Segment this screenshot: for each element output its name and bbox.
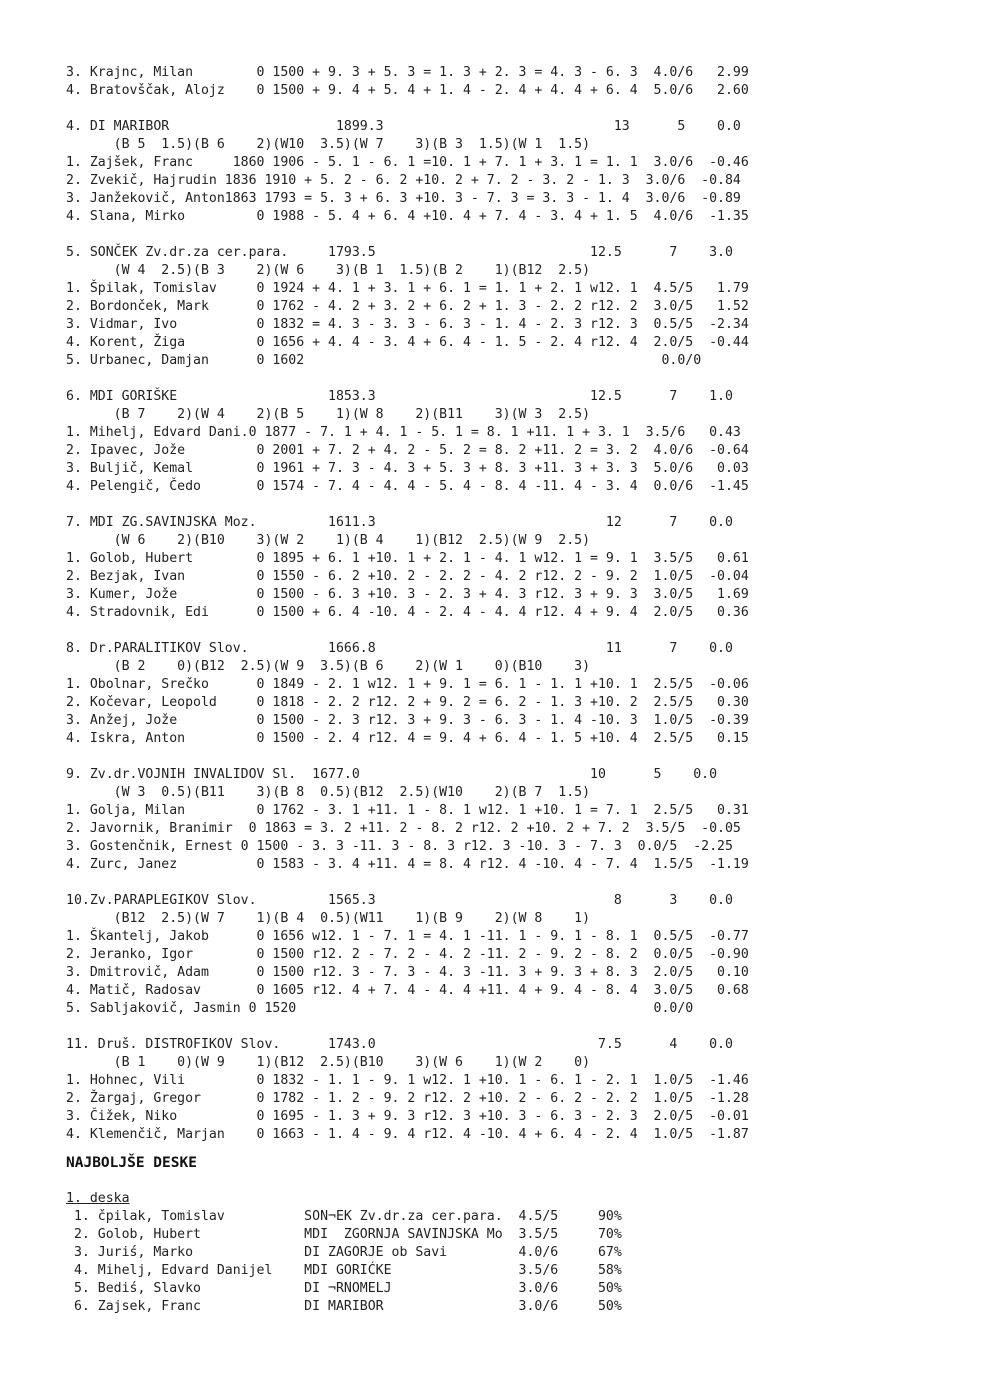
player-line: 3. Anžej, Jože 0 1500 - 2. 3 r12. 3 + 9. 3 - 6. 3 - 1. 4 -10. 3 1.0/5 -0.39 bbox=[66, 713, 749, 728]
team-opponents: (W 6 2)(B10 3)(W 2 1)(B 4 1)(B12 2.5)(W 9 2.5) bbox=[66, 533, 591, 548]
team-section bbox=[66, 1036, 966, 1144]
board-row: 3. Juriś, Marko DI ZAGORJE ob Savi 4.0/6 67% bbox=[66, 1245, 622, 1260]
team-header: 9. Zv.dr.VOJNIH INVALIDOV Sl. 1677.0 10 5 0.0 bbox=[66, 767, 718, 782]
team-opponents: (W 3 0.5)(B11 3)(B 8 0.5)(B12 2.5)(W10 2)(B 7 1.5) bbox=[66, 785, 591, 800]
player-line: 3. Kumer, Jože 0 1500 - 6. 3 +10. 3 - 2. 3 + 4. 3 r12. 3 + 9. 3 3.0/5 1.69 bbox=[66, 587, 749, 602]
player-line: 2. Bordonček, Mark 0 1762 - 4. 2 + 3. 2 + 6. 2 + 1. 3 - 2. 2 r12. 2 3.0/5 1.52 bbox=[66, 299, 749, 314]
player-line: 1. Obolnar, Srečko 0 1849 - 2. 1 w12. 1 + 9. 1 = 6. 1 - 1. 1 +10. 1 2.5/5 -0.06 bbox=[66, 677, 749, 692]
player-line: 4. Matič, Radosav 0 1605 r12. 4 + 7. 4 - 4. 4 +11. 4 + 9. 4 - 8. 4 3.0/5 0.68 bbox=[66, 983, 749, 998]
player-line: 4. Klemenčič, Marjan 0 1663 - 1. 4 - 9. 4 r12. 4 -10. 4 + 6. 4 - 2. 4 1.0/5 -1.87 bbox=[66, 1127, 749, 1142]
player-line: 4. Iskra, Anton 0 1500 - 2. 4 r12. 4 = 9. 4 + 6. 4 - 1. 5 +10. 4 2.5/5 0.15 bbox=[66, 731, 749, 746]
team-header: 5. SONČEK Zv.dr.za cer.para. 1793.5 12.5 7 3.0 bbox=[66, 245, 733, 260]
team-section bbox=[66, 244, 966, 370]
player-line: 2. Ipavec, Jože 0 2001 + 7. 2 + 4. 2 - 5. 2 = 8. 2 +11. 2 = 3. 2 4.0/6 -0.64 bbox=[66, 443, 749, 458]
player-line: 1. Špilak, Tomislav 0 1924 + 4. 1 + 3. 1 + 6. 1 = 1. 1 + 2. 1 w12. 1 4.5/5 1.79 bbox=[66, 281, 749, 296]
board-row: 2. Golob, Hubert MDI ZGORNJA SAVINJSKA Mo 3.5/5 70% bbox=[66, 1227, 622, 1242]
player-line: 5. Sabljakovič, Jasmin 0 1520 0.0/0 bbox=[66, 1001, 694, 1016]
player-line: 4. Slana, Mirko 0 1988 - 5. 4 + 6. 4 +10. 4 + 7. 4 - 3. 4 + 1. 5 4.0/6 -1.35 bbox=[66, 209, 749, 224]
player-line: 3. Vidmar, Ivo 0 1832 = 4. 3 - 3. 3 - 6. 3 - 1. 4 - 2. 3 r12. 3 0.5/5 -2.34 bbox=[66, 317, 749, 332]
team-opponents: (W 4 2.5)(B 3 2)(W 6 3)(B 1 1.5)(B 2 1)(B12 2.5) bbox=[66, 263, 591, 278]
player-line: 2. Javornik, Branimir 0 1863 = 3. 2 +11. 2 - 8. 2 r12. 2 +10. 2 + 7. 2 3.5/5 -0.05 bbox=[66, 821, 741, 836]
board-row: 4. Mihelj, Edvard Danijel MDI GORIĆKE 3.5/6 58% bbox=[66, 1263, 622, 1278]
team-section bbox=[66, 514, 966, 622]
player-line: 2. Kočevar, Leopold 0 1818 - 2. 2 r12. 2 + 9. 2 = 6. 2 - 1. 3 +10. 2 2.5/5 0.30 bbox=[66, 695, 749, 710]
player-line: 1. Golja, Milan 0 1762 - 3. 1 +11. 1 - 8. 1 w12. 1 +10. 1 = 7. 1 2.5/5 0.31 bbox=[66, 803, 749, 818]
player-line: 1. Zajšek, Franc 1860 1906 - 5. 1 - 6. 1 =10. 1 + 7. 1 + 3. 1 = 1. 1 3.0/6 -0.46 bbox=[66, 155, 749, 170]
team-opponents: (B12 2.5)(W 7 1)(B 4 0.5)(W11 1)(B 9 2)(W 8 1) bbox=[66, 911, 591, 926]
player-line: 1. Mihelj, Edvard Dani.0 1877 - 7. 1 + 4. 1 - 5. 1 = 8. 1 +11. 1 + 3. 1 3.5/6 0.43 bbox=[66, 425, 741, 440]
team-header: 11. Druš. DISTROFIKOV Slov. 1743.0 7.5 4 0.0 bbox=[66, 1037, 733, 1052]
team-header: 4. DI MARIBOR 1899.3 13 5 0.0 bbox=[66, 119, 741, 134]
team-section bbox=[66, 892, 966, 1018]
team-section bbox=[66, 118, 966, 226]
team-opponents: (B 5 1.5)(B 6 2)(W10 3.5)(W 7 3)(B 3 1.5)(W 1 1.5) bbox=[66, 137, 591, 152]
player-line: 1. Golob, Hubert 0 1895 + 6. 1 +10. 1 + 2. 1 - 4. 1 w12. 1 = 9. 1 3.5/5 0.61 bbox=[66, 551, 749, 566]
team-header: 7. MDI ZG.SAVINJSKA Moz. 1611.3 12 7 0.0 bbox=[66, 515, 733, 530]
document-page bbox=[66, 64, 966, 1316]
board-row: 5. Bediś, Slavko DI ¬RNOMELJ 3.0/6 50% bbox=[66, 1281, 622, 1296]
team-header: 8. Dr.PARALITIKOV Slov. 1666.8 11 7 0.0 bbox=[66, 641, 733, 656]
player-line: 2. Bezjak, Ivan 0 1550 - 6. 2 +10. 2 - 2. 2 - 4. 2 r12. 2 - 9. 2 1.0/5 -0.04 bbox=[66, 569, 749, 584]
player-line: 3. Gostenčnik, Ernest 0 1500 - 3. 3 -11. 3 - 8. 3 r12. 3 -10. 3 - 7. 3 0.0/5 -2.25 bbox=[66, 839, 733, 854]
player-line: 5. Urbanec, Damjan 0 1602 0.0/0 bbox=[66, 353, 702, 368]
player-line: 3. Janžekovič, Anton1863 1793 = 5. 3 + 6. 3 +10. 3 - 7. 3 = 3. 3 - 1. 4 3.0/6 -0.89 bbox=[66, 191, 741, 206]
player-line: 2. Žargaj, Gregor 0 1782 - 1. 2 - 9. 2 r12. 2 +10. 2 - 6. 2 - 2. 2 1.0/5 -1.28 bbox=[66, 1091, 749, 1106]
team-section bbox=[66, 388, 966, 496]
player-line: 4. Korent, Žiga 0 1656 + 4. 4 - 3. 4 + 6. 4 - 1. 5 - 2. 4 r12. 4 2.0/5 -0.44 bbox=[66, 335, 749, 350]
team-opponents: (B 2 0)(B12 2.5)(W 9 3.5)(B 6 2)(W 1 0)(B10 3) bbox=[66, 659, 591, 674]
team-section bbox=[66, 640, 966, 748]
player-line: 3. Čižek, Niko 0 1695 - 1. 3 + 9. 3 r12. 3 +10. 3 - 6. 3 - 2. 3 2.0/5 -0.01 bbox=[66, 1109, 749, 1124]
best-boards-table bbox=[66, 1208, 966, 1316]
player-line: 3. Dmitrovič, Adam 0 1500 r12. 3 - 7. 3 - 4. 3 -11. 3 + 9. 3 + 8. 3 2.0/5 0.10 bbox=[66, 965, 749, 980]
board-row: 1. čpilak, Tomislav SON¬EK Zv.dr.za cer.para. 4.5/5 90% bbox=[66, 1209, 622, 1224]
team-opponents: (B 1 0)(W 9 1)(B12 2.5)(B10 3)(W 6 1)(W 2 0) bbox=[66, 1055, 591, 1070]
team-section bbox=[66, 766, 966, 874]
player-line: 2. Jeranko, Igor 0 1500 r12. 2 - 7. 2 - 4. 2 -11. 2 - 9. 2 - 8. 2 0.0/5 -0.90 bbox=[66, 947, 749, 962]
player-line: 1. Škantelj, Jakob 0 1656 w12. 1 - 7. 1 = 4. 1 -11. 1 - 9. 1 - 8. 1 0.5/5 -0.77 bbox=[66, 929, 749, 944]
player-line: 3. Buljič, Kemal 0 1961 + 7. 3 - 4. 3 + 5. 3 + 8. 3 +11. 3 + 3. 3 5.0/6 0.03 bbox=[66, 461, 749, 476]
team-header: 6. MDI GORIŠKE 1853.3 12.5 7 1.0 bbox=[66, 389, 733, 404]
team-opponents: (B 7 2)(W 4 2)(B 5 1)(W 8 2)(B11 3)(W 3 2.5) bbox=[66, 407, 591, 422]
player-line: 4. Zurc, Janez 0 1583 - 3. 4 +11. 4 = 8. 4 r12. 4 -10. 4 - 7. 4 1.5/5 -1.19 bbox=[66, 857, 749, 872]
player-line: 4. Stradovnik, Edi 0 1500 + 6. 4 -10. 4 - 2. 4 - 4. 4 r12. 4 + 9. 4 2.0/5 0.36 bbox=[66, 605, 749, 620]
team-sections bbox=[66, 100, 966, 1144]
player-line: 2. Zvekič, Hajrudin 1836 1910 + 5. 2 - 6. 2 +10. 2 + 7. 2 - 3. 2 - 1. 3 3.0/6 -0.84 bbox=[66, 173, 741, 188]
player-line: 3. Krajnc, Milan 0 1500 + 9. 3 + 5. 3 = 1. 3 + 2. 3 = 4. 3 - 6. 3 4.0/6 2.99 bbox=[66, 65, 749, 80]
player-line: 4. Bratovščak, Alojz 0 1500 + 9. 4 + 5. 4 + 1. 4 - 2. 4 + 4. 4 + 6. 4 5.0/6 2.60 bbox=[66, 83, 749, 98]
player-line: 1. Hohnec, Vili 0 1832 - 1. 1 - 9. 1 w12. 1 +10. 1 - 6. 1 - 2. 1 1.0/5 -1.46 bbox=[66, 1073, 749, 1088]
team-header: 10.Zv.PARAPLEGIKOV Slov. 1565.3 8 3 0.0 bbox=[66, 893, 733, 908]
board-subtitle: 1. deska bbox=[66, 1191, 130, 1206]
board-row: 6. Zajsek, Franc DI MARIBOR 3.0/6 50% bbox=[66, 1299, 622, 1314]
best-boards-title: NAJBOLJŠE DESKE bbox=[66, 1155, 197, 1171]
player-line: 4. Pelengič, Čedo 0 1574 - 7. 4 - 4. 4 - 5. 4 - 8. 4 -11. 4 - 3. 4 0.0/6 -1.45 bbox=[66, 479, 749, 494]
